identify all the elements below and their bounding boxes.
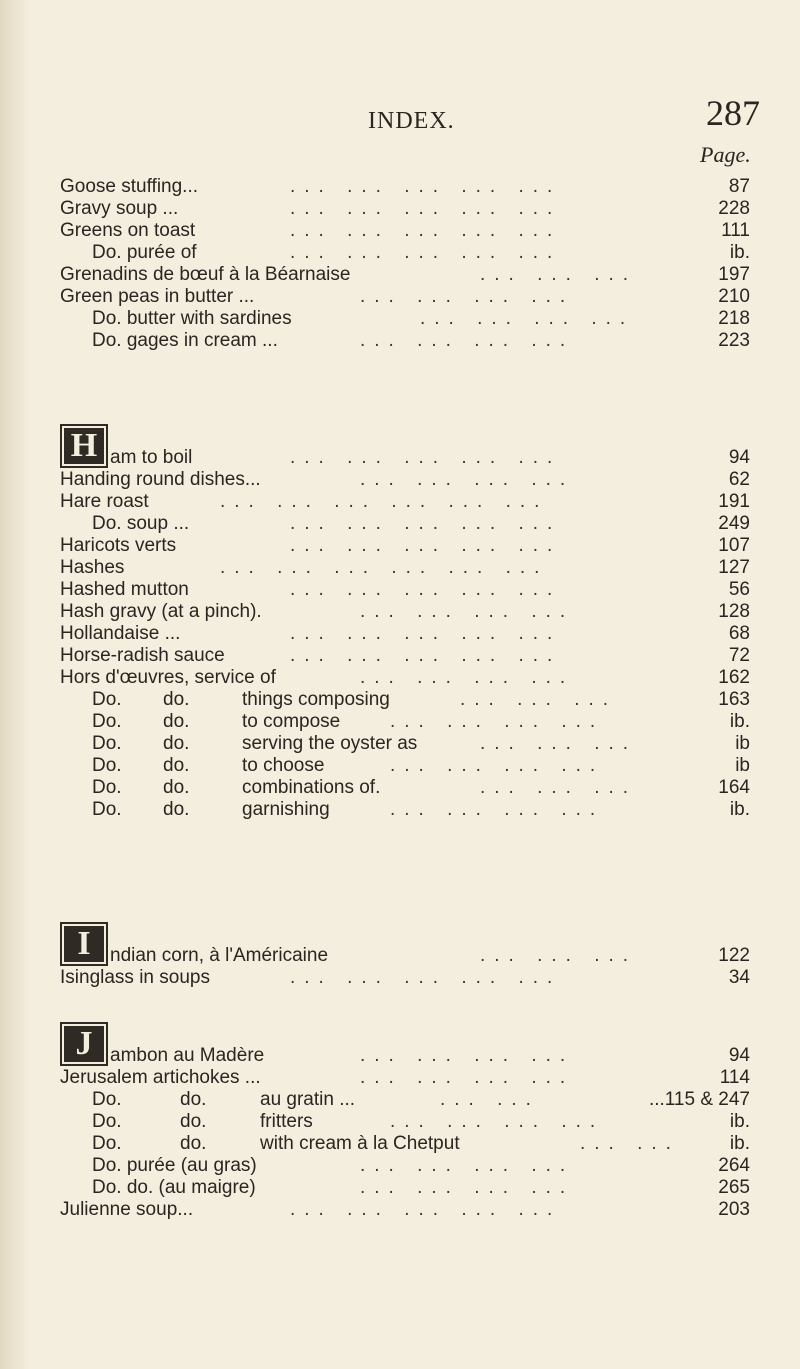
index-entry: Horse-radish sauce ... ... ... ... ... 72 [60, 645, 750, 666]
index-entry: Julienne soup... ... ... ... ... ... 203 [60, 1199, 750, 1220]
index-entry: Hollandaise ... ... ... ... ... ... 68 [60, 623, 750, 644]
index-entry: Greens on toast ... ... ... ... ... 111 [60, 220, 750, 241]
page-number: 287 [706, 93, 760, 133]
index-entry: Isinglass in soups ... ... ... ... ... 34 [60, 967, 750, 988]
index-entry: Handing round dishes... ... ... ... ... 62 [60, 469, 750, 490]
index-sub-entry: Do. do. with cream à la Chetput ... ... ib. [92, 1133, 750, 1154]
index-entry: Do. purée of ... ... ... ... ... ib. [92, 242, 750, 263]
page-column-label: Page. [700, 142, 751, 167]
decorated-initial-h: H [60, 424, 108, 468]
section-i [60, 945, 750, 989]
decorated-initial-j: J [60, 1022, 108, 1066]
page-header-title: INDEX. [368, 108, 455, 134]
index-entry: Goose stuffing... ... ... ... ... ... 87 [60, 176, 750, 197]
decorated-initial-i: I [60, 922, 108, 966]
index-sub-entry: Do. do. things composing ... ... ... 163 [92, 689, 750, 710]
index-entry: ambon au Madère ... ... ... ... 94 [110, 1045, 750, 1066]
index-sub-entry: Do. do. garnishing ... ... ... ... ib. [92, 799, 750, 820]
index-entry: Do. soup ... ... ... ... ... ... 249 [92, 513, 750, 534]
index-sub-entry: Do. do. fritters ... ... ... ... ib. [92, 1111, 750, 1132]
index-entry: Haricots verts ... ... ... ... ... 107 [60, 535, 750, 556]
section-g [60, 176, 750, 352]
index-entry: Jerusalem artichokes ... ... ... ... ... 114 [60, 1067, 750, 1088]
index-entry: Hare roast ... ... ... ... ... ... 191 [60, 491, 750, 512]
index-sub-entry: Do. do. au gratin ... ... ... ...115 & 247 [92, 1089, 750, 1110]
index-entry: Hashes ... ... ... ... ... ... 127 [60, 557, 750, 578]
index-entry: Do. gages in cream ... ... ... ... ... 223 [92, 330, 750, 351]
index-sub-entry: Do. do. combinations of. ... ... ... 164 [92, 777, 750, 798]
index-entry: Gravy soup ... ... ... ... ... ... 228 [60, 198, 750, 219]
index-entry: Hash gravy (at a pinch). ... ... ... ... 128 [60, 601, 750, 622]
index-sub-entry: Do. do. to compose ... ... ... ... ib. [92, 711, 750, 732]
index-entry: Do. butter with sardines ... ... ... ... 218 [92, 308, 750, 329]
index-entry: Do. purée (au gras) ... ... ... ... 264 [92, 1155, 750, 1176]
index-entry: ndian corn, à l'Américaine ... ... ... 122 [110, 945, 750, 966]
index-entry: am to boil ... ... ... ... ... 94 [110, 447, 750, 468]
index-entry: Green peas in butter ... ... ... ... ... 210 [60, 286, 750, 307]
index-entry: Hors d'œuvres, service of ... ... ... ... 162 [60, 667, 750, 688]
index-entry: Do. do. (au maigre) ... ... ... ... 265 [92, 1177, 750, 1198]
index-entry: Hashed mutton ... ... ... ... ... 56 [60, 579, 750, 600]
section-j [60, 1045, 750, 1221]
page-edge-shadow [0, 0, 30, 1369]
index-entry: Grenadins de bœuf à la Béarnaise ... ... ... 197 [60, 264, 750, 285]
index-sub-entry: Do. do. serving the oyster as ... ... ... ib [92, 733, 750, 754]
index-sub-entry: Do. do. to choose ... ... ... ... ib [92, 755, 750, 776]
section-h [60, 447, 750, 821]
